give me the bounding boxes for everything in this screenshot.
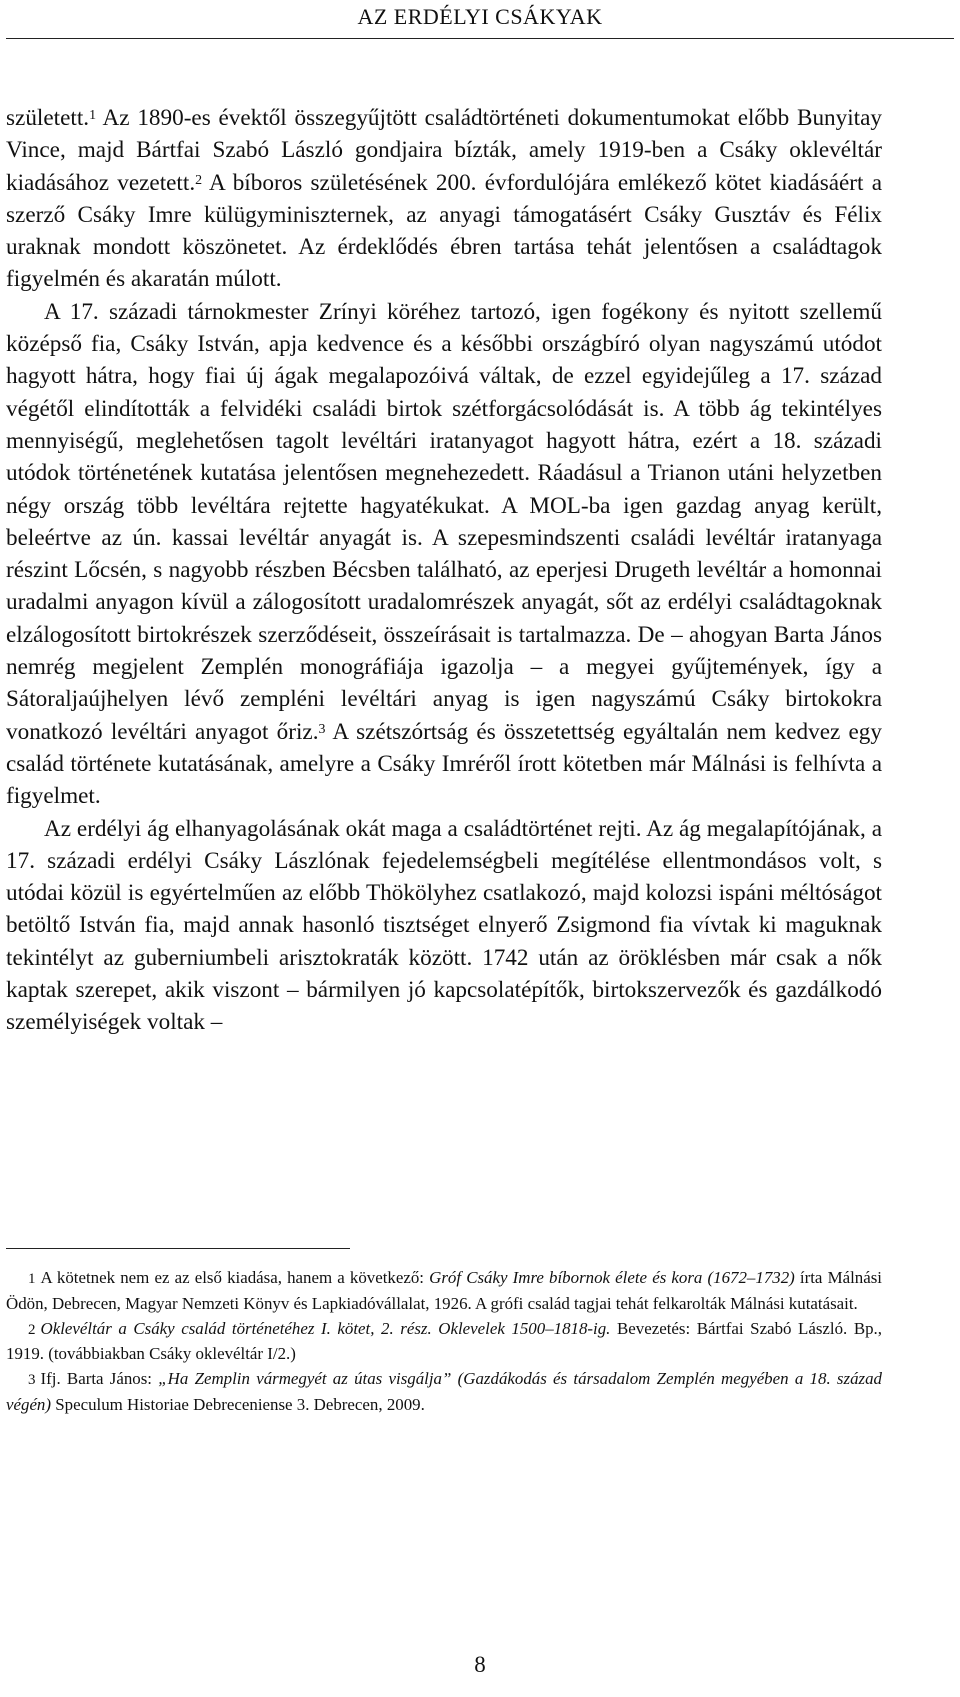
footnote-separator (6, 1248, 350, 1249)
text-run: Ifj. Barta János: (40, 1369, 159, 1388)
footnote-number: 3 (28, 1372, 36, 1388)
paragraph-1 (6, 102, 882, 296)
footnote-number: 1 (28, 1271, 36, 1287)
text-run: A 17. századi tárnokmester Zrínyi köréhez tartozó, igen fogékony és nyitott szellemű középső fia, Csáky István, apja kedvence és a későbbi országbíró olyan nagyszámú utódot hagyott hátra, hogy fiai új ágak megalapozóivá váltak, de ezzel egyidejűleg a 17. század végétől elindították a felvidéki családi birtok szétforgácsolódását is. A több ág tekintélyes mennyiségű, meglehetősen tagolt levéltári iratanyagot hagyott hátra, ezért a 18. századi utódok történetének kutatása jelentősen megnehezedett. Ráadásul a Trianon utáni helyzetben négy ország több levéltára rejtette hagyatékukat. A MOL-ba igen gazdag anyag került, beleértve az ún. kassai levéltár anyagát is. A szepesmindszenti családi levéltár iratanyaga részint Lőcsén, s nagyobb részben Bécsben található, az eperjesi Drugeth levéltár a homonnai uradalmi anyagon kívül a zálogosított uradalomrészek anyagát, sőt az erdélyi családtagoknak elzálogosított birtokrészek szerződéseit, összeírásait is tartalmazza. De – ahogyan Barta János nemrég megjelent Zemplén monográfiája igazolja – a megyei gyűjtemények, így a Sátoraljaújhelyen lévő zempléni levéltári anyag is igen nagyszámú Csáky birtokokra vonatkozó levéltári anyagot őriz. (6, 298, 882, 745)
footnote-ref-2[interactable]: 2 (195, 172, 203, 188)
text-run: Az 1890-es évektől összegyűjtött családtörténeti dokumentumokat előbb Bunyitay Vince, majd Bártfai Szabó László gondjaira bízták, amely 1919-ben a Csáky oklevéltár kiadásához vezetett. (6, 105, 882, 196)
text-run: Bevezetés: Bártfai Szabó László. Bp., 1919. (továbbiakban Csáky oklevéltár I/2.) (6, 1318, 882, 1363)
text-run: A szétszórtság és összetettség egyáltalán nem kedvez egy család története kutatásának, amelyre a Csáky Imréről írott kötetben már Málnási is felhívta a figyelmet. (6, 718, 882, 810)
footnote-2 (6, 1317, 882, 1367)
italic-title: Gróf Csáky Imre bíbornok élete és kora (1672–1732) (429, 1268, 795, 1287)
main-text (6, 102, 882, 1039)
footnotes (6, 1266, 882, 1418)
text-run: A kötetnek nem ez az első kiadása, hanem a következő: (40, 1268, 430, 1287)
footnote-ref-3[interactable]: 3 (318, 721, 326, 737)
running-head: AZ ERDÉLYI CSÁKYAK (357, 4, 603, 29)
text-run: A bíboros születésének 200. évfordulójára emlékező kötet kiadásáért a szerző Csáky Imre külügyminiszternek, az anyagi támogatásért Csáky Gusztáv és Félix uraknak mondott köszönetet. Az érdeklődés ébren tartása tehát jelentősen a családtagok figyelmén és akaratán múlott. (6, 169, 882, 293)
italic-title: Oklevéltár a Csáky család történetéhez I. kötet, 2. rész. Oklevelek 1500–1818-ig. (40, 1318, 611, 1338)
footnote-ref-1[interactable]: 1 (89, 107, 97, 123)
text-run: írta Málnási Ödön, Debrecen, Magyar Nemzeti Könyv és Lapkiadóvállalat, 1926. A grófi család tagjai tehát felkarolták Málnási kutatásait. (6, 1268, 882, 1313)
text-run: Speculum Historiae Debreceniense 3. Debrecen, 2009. (51, 1394, 425, 1414)
italic-title: „Ha Zemplin vármegyét az útas visgálja” (Gazdákodás és társadalom Zemplén megyében a 18. század végén) (6, 1369, 882, 1414)
text-run: született. (6, 105, 90, 131)
footnote-number: 2 (28, 1321, 36, 1338)
paragraph-2 (6, 296, 882, 813)
footnote-1 (6, 1266, 882, 1316)
page-number: 8 (474, 1652, 486, 1677)
text-run: Az erdélyi ág elhanyagolásának okát maga a családtörténet rejti. Az ág megalapítójának, a 17. századi erdélyi Csáky Lászlónak fejedelemségbeli megítélése ellentmondásos volt, s utódai közül is egyértelműen az előbb Thökölyhez csatlakozó, majd kolozsi ispáni méltóságot betöltő István fia, majd annak hasonló tisztséget elnyerő Zsigmond fia vívtak ki maguknak tekintélyt az guberniumbeli arisztokraták között. 1742 után az öröklésben már csak a nők kaptak szerepet, akik viszont – bármilyen jó kapcsolatépítők, birtokszervezők és gazdálkodó személyiségek voltak – (6, 815, 882, 1036)
header-rule (6, 38, 954, 39)
paragraph-3 (6, 813, 882, 1039)
footnote-3 (6, 1367, 882, 1417)
